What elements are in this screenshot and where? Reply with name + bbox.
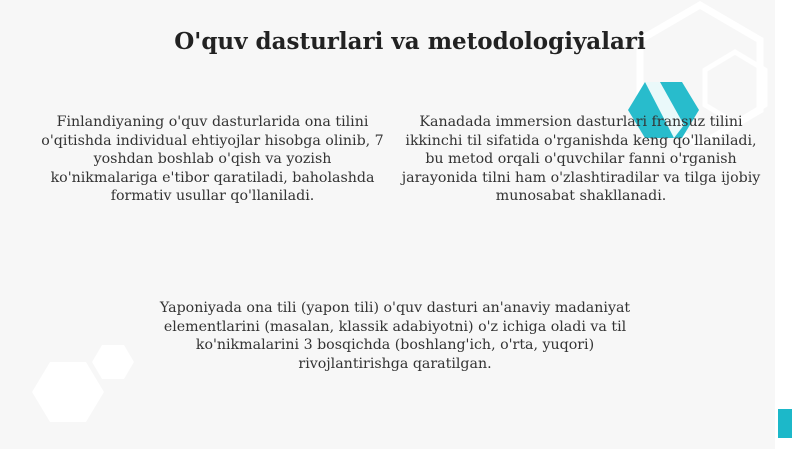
slide-title: O'quv dasturlari va metodologiyalari [174,28,646,55]
right-edge-strip [775,0,800,449]
paragraph-canada: Kanadada immersion dasturlari fransuz tilini ikkinchi til sifatida o'rganishda keng qo'llaniladi, bu metod orqali o'quvchilar fanni o'rganish jarayonida tilni ham o'zlashtiradilar va tilga ijobiy munosabat shakllanadi. [401,114,761,204]
hexagon-white-soft [32,362,104,422]
paragraph-finland: Finlandiyaning o'quv dasturlarida ona tilini o'qitishda individual ehtiyojlar hisobga olinib, 7 yoshdan boshlab o'qish va yozish ko'nikmalariga e'tibor qaratiladi, baholashda formativ usullar qo'llaniladi. [41,114,384,204]
hexagon-white-soft-small [92,345,134,379]
accent-bar [778,409,792,438]
paragraph-japan: Yaponiyada ona tili (yapon tili) o'quv dasturi an'anaviy madaniyat elementlarini (masalan, klassik adabiyotni) o'z ichiga oladi va til ko'nikmalarini 3 bosqichda (boshlang'ich, o'rta, yuqori) rivojlantirishga qaratilgan. [159,300,631,372]
